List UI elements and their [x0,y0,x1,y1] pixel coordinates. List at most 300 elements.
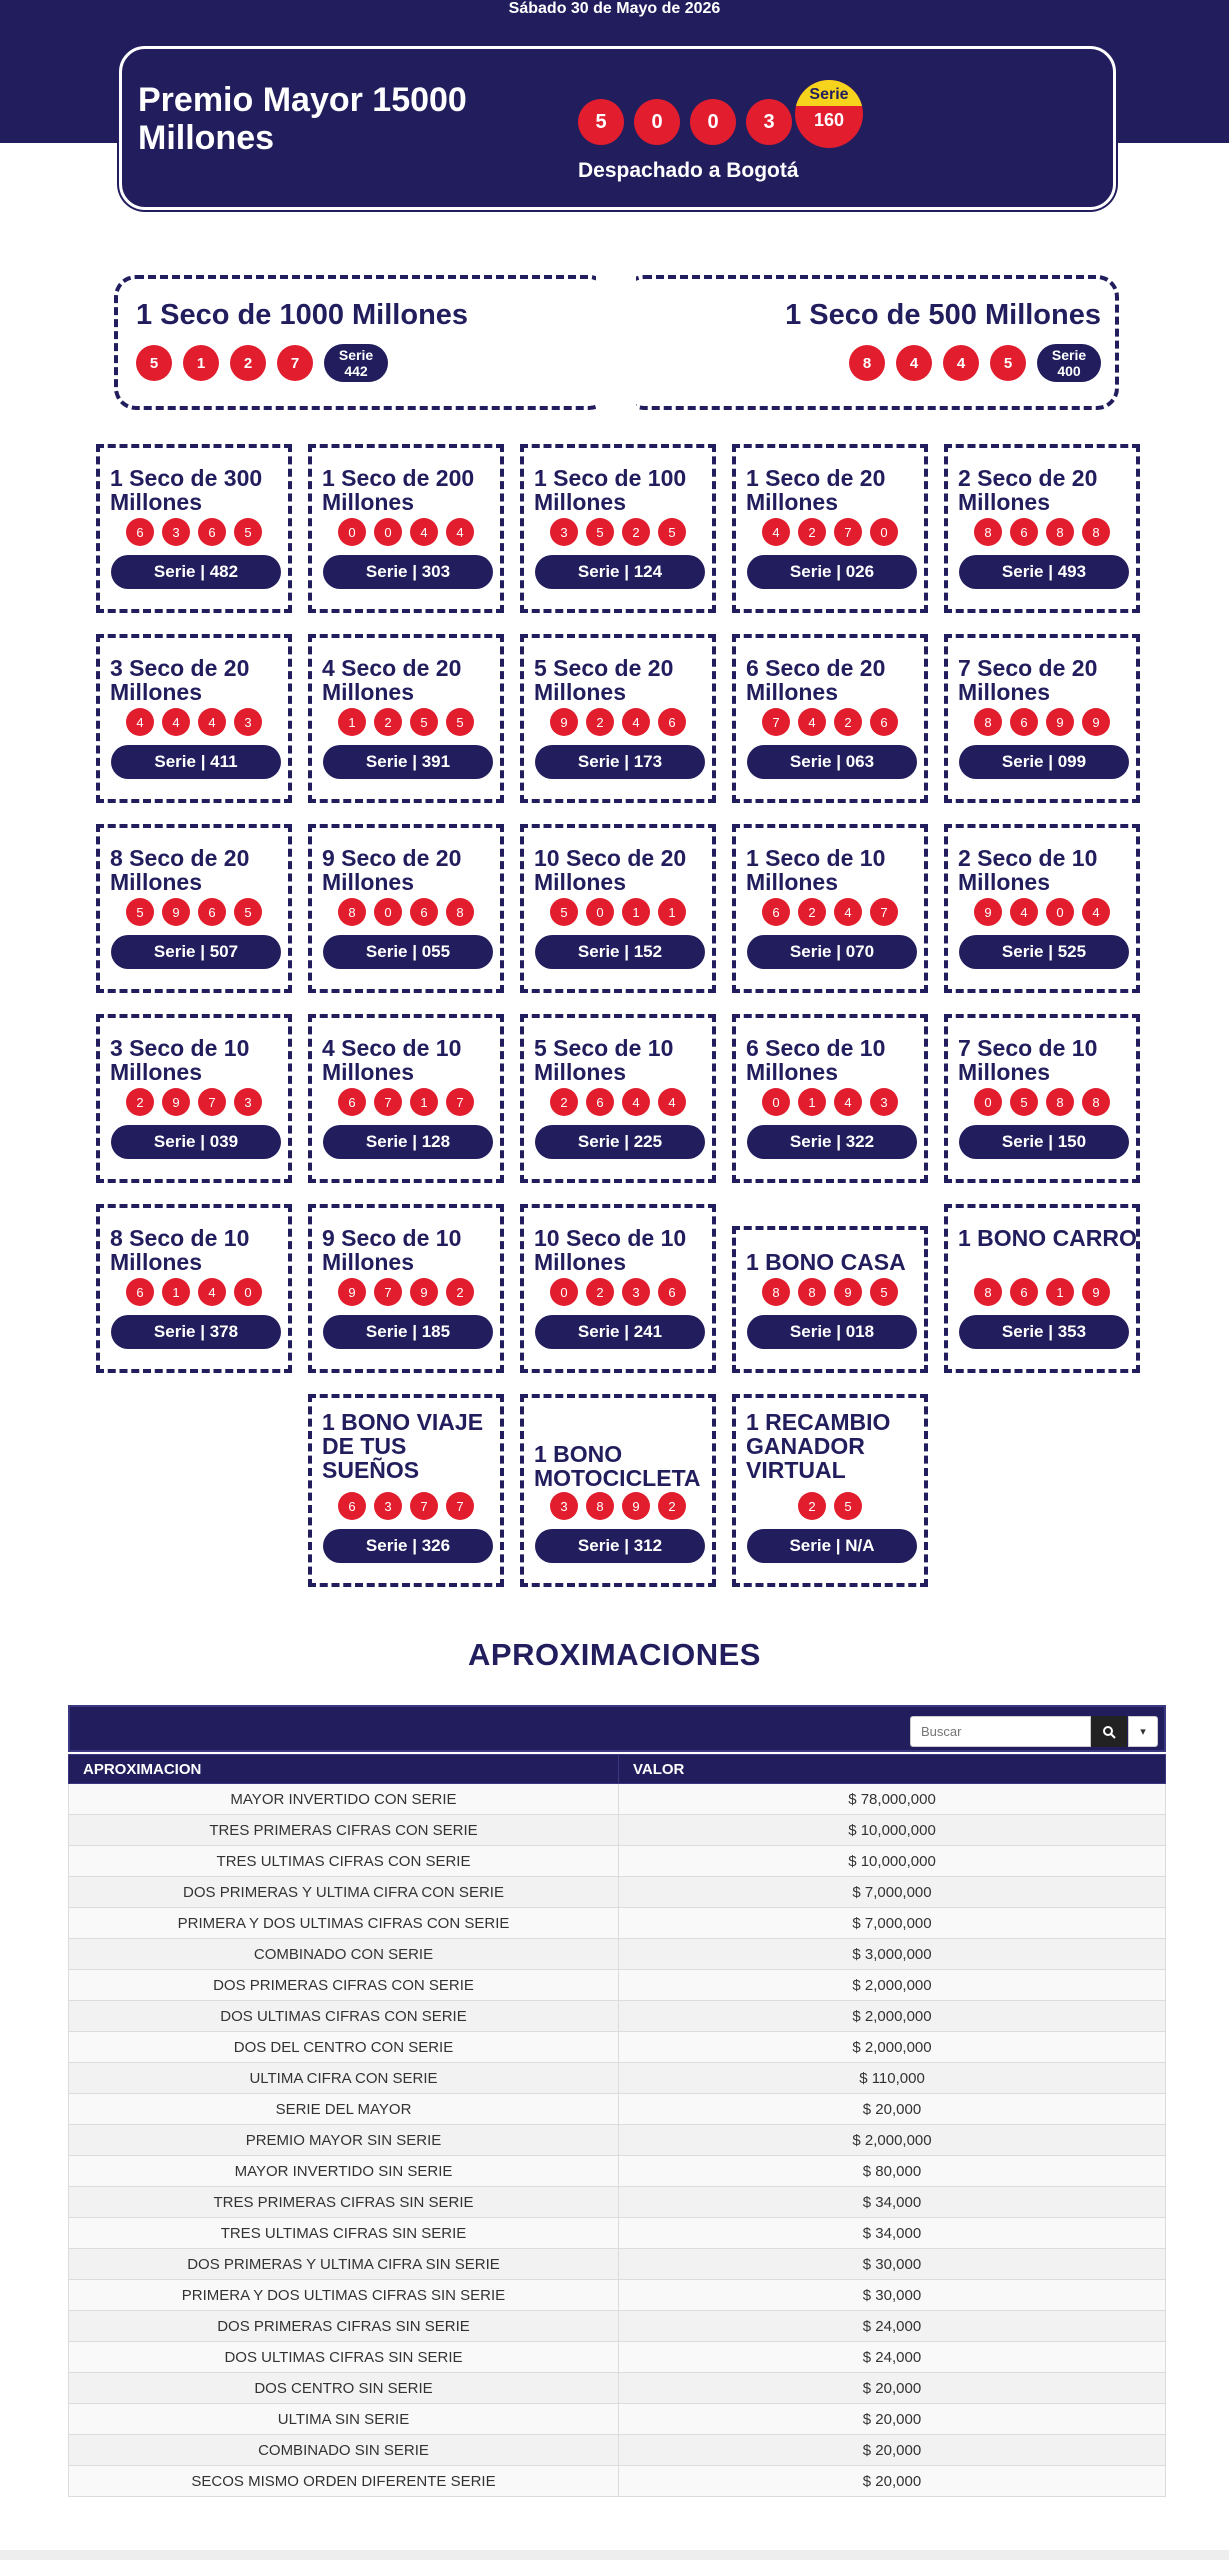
column-header-valor[interactable]: VALOR [619,1755,1166,1784]
seco-title: 1 BONO CARRO [958,1225,1137,1251]
number-ball: 9 [550,708,578,736]
number-ball: 1 [658,898,686,926]
number-ball: 4 [126,708,154,736]
number-ball: 6 [126,518,154,546]
serie-badge: Serie | N/A [747,1529,917,1563]
serie-badge: Serie | 063 [747,745,917,779]
aproximacion-cell: PRIMERA Y DOS ULTIMAS CIFRAS CON SERIE [69,1908,619,1939]
seco-title: 9 Seco de 10 Millones [322,1225,462,1275]
seco-card [944,824,1140,993]
number-ball: 2 [586,708,614,736]
number-ball: 0 [690,99,736,145]
seco-title: 2 Seco de 10 Millones [958,845,1098,895]
serie-badge: Serie | 124 [535,555,705,589]
seco-card [944,444,1140,613]
table-row [69,2032,1166,2063]
serie-badge: Serie | 055 [323,935,493,969]
serie-badge: Serie | 018 [747,1315,917,1349]
number-ball: 3 [550,518,578,546]
number-ball: 7 [374,1278,402,1306]
number-ball: 2 [126,1088,154,1116]
number-ball: 6 [762,898,790,926]
serie-badge: Serie | 411 [111,745,281,779]
valor-cell: $ 20,000 [619,2373,1166,2404]
serie-badge: Serie | 039 [111,1125,281,1159]
columns-dropdown-button[interactable] [1128,1716,1158,1747]
seco-1000-card [114,275,611,410]
number-ball: 8 [446,898,474,926]
valor-cell: $ 80,000 [619,2156,1166,2187]
table-row [69,2311,1166,2342]
seco-title: 10 Seco de 20 Millones [534,845,687,895]
seco-numbers [948,898,1136,926]
serie-badge: Serie | 326 [323,1529,493,1563]
number-ball: 8 [1046,1088,1074,1116]
number-ball: 4 [198,708,226,736]
number-ball: 5 [870,1278,898,1306]
number-ball: 7 [410,1492,438,1520]
number-ball: 5 [234,898,262,926]
valor-cell: $ 2,000,000 [619,2032,1166,2063]
seco-title: 6 Seco de 10 Millones [746,1035,886,1085]
number-ball: 6 [1010,708,1038,736]
table-row [69,2342,1166,2373]
seco-title: 1 BONO MOTOCICLETA [534,1441,701,1491]
seco-numbers [312,1492,500,1520]
table-row [69,1846,1166,1877]
search-icon [1102,1725,1116,1739]
serie-badge: Serie | 482 [111,555,281,589]
number-ball: 9 [162,898,190,926]
number-ball: 6 [198,898,226,926]
number-ball: 2 [798,1492,826,1520]
serie-number: 442 [344,363,368,379]
serie-badge: Serie | 070 [747,935,917,969]
seco-card [732,634,928,803]
table-row [69,1939,1166,1970]
number-ball: 0 [870,518,898,546]
serie-badge: Serie | 378 [111,1315,281,1349]
serie-badge: Serie | 312 [535,1529,705,1563]
number-ball: 4 [762,518,790,546]
number-ball: 6 [1010,1278,1038,1306]
seco-numbers [312,518,500,546]
number-ball: 0 [550,1278,578,1306]
valor-cell: $ 2,000,000 [619,2001,1166,2032]
dispatch-city: Despachado a Bogotá [578,159,799,182]
seco-title: 3 Seco de 10 Millones [110,1035,250,1085]
number-ball: 9 [1082,708,1110,736]
number-ball: 0 [234,1278,262,1306]
seco-title: 7 Seco de 10 Millones [958,1035,1098,1085]
serie-number: 160 [813,110,845,130]
valor-cell: $ 24,000 [619,2342,1166,2373]
number-ball: 5 [990,345,1026,381]
seco-numbers [100,898,288,926]
valor-cell: $ 34,000 [619,2187,1166,2218]
number-ball: 6 [658,708,686,736]
number-ball: 9 [410,1278,438,1306]
valor-cell: $ 10,000,000 [619,1815,1166,1846]
seco-card [944,634,1140,803]
number-ball: 6 [410,898,438,926]
number-ball: 1 [798,1088,826,1116]
valor-cell: $ 110,000 [619,2063,1166,2094]
serie-badge: Serie | 026 [747,555,917,589]
number-ball: 1 [622,898,650,926]
valor-cell: $ 24,000 [619,2311,1166,2342]
seco-title: 1 BONO CASA [746,1249,906,1275]
footer-divider [0,2550,1229,2560]
seco-500-card [622,275,1119,410]
number-ball: 4 [622,708,650,736]
table-row [69,1815,1166,1846]
seco-numbers [736,1278,924,1306]
number-ball: 0 [974,1088,1002,1116]
number-ball: 1 [410,1088,438,1116]
number-ball: 1 [338,708,366,736]
number-ball: 8 [849,345,885,381]
table-row [69,1877,1166,1908]
table-row [69,1970,1166,2001]
number-ball: 8 [338,898,366,926]
seco-card [308,824,504,993]
number-ball: 0 [762,1088,790,1116]
seco-numbers [849,344,1101,382]
number-ball: 6 [198,518,226,546]
seco-card [520,634,716,803]
number-ball: 5 [578,99,624,145]
number-ball: 3 [550,1492,578,1520]
number-ball: 0 [338,518,366,546]
seco-numbers [948,518,1136,546]
serie-badge: Serie | 099 [959,745,1129,779]
aproximacion-cell: DOS ULTIMAS CIFRAS SIN SERIE [69,2342,619,2373]
number-ball: 2 [798,898,826,926]
number-ball: 7 [277,345,313,381]
draw-date: Sábado 30 de Mayo de 2026 [508,0,721,17]
aproximacion-cell: TRES ULTIMAS CIFRAS SIN SERIE [69,2218,619,2249]
seco-card [96,1014,292,1183]
number-ball: 5 [550,898,578,926]
number-ball: 1 [1046,1278,1074,1306]
seco-title: 6 Seco de 20 Millones [746,655,886,705]
seco-numbers [312,1278,500,1306]
seco-numbers [524,898,712,926]
number-ball: 2 [798,518,826,546]
number-ball: 7 [834,518,862,546]
valor-cell: $ 20,000 [619,2466,1166,2497]
caret-down-icon: ▾ [1140,1726,1146,1738]
table-row [69,2249,1166,2280]
seco-numbers [524,1278,712,1306]
number-ball: 3 [870,1088,898,1116]
number-ball: 5 [1010,1088,1038,1116]
aproximacion-cell: COMBINADO CON SERIE [69,1939,619,1970]
serie-badge: Serie | 525 [959,935,1129,969]
number-ball: 4 [798,708,826,736]
aproximacion-cell: PREMIO MAYOR SIN SERIE [69,2125,619,2156]
serie-badge: Serie | 128 [323,1125,493,1159]
serie-label: Serie [338,347,374,363]
number-ball: 8 [974,708,1002,736]
seco-numbers [524,1492,712,1520]
table-row [69,1784,1166,1815]
valor-cell: $ 34,000 [619,2218,1166,2249]
aproximacion-cell: SECOS MISMO ORDEN DIFERENTE SERIE [69,2466,619,2497]
number-ball: 0 [374,898,402,926]
seco-title: 10 Seco de 10 Millones [534,1225,687,1275]
number-ball: 0 [586,898,614,926]
seco-numbers [100,1088,288,1116]
number-ball: 6 [338,1088,366,1116]
number-ball: 9 [974,898,1002,926]
number-ball: 2 [374,708,402,736]
seco-card [520,1394,716,1587]
aproximaciones-table [68,1754,1166,2497]
seco-card [732,1014,928,1183]
number-ball: 1 [162,1278,190,1306]
seco-card [96,1204,292,1373]
aproximacion-cell: TRES PRIMERAS CIFRAS CON SERIE [69,1815,619,1846]
aproximacion-cell: ULTIMA SIN SERIE [69,2404,619,2435]
column-header-aproximacion[interactable]: APROXIMACION [69,1755,619,1784]
search-input[interactable] [910,1716,1091,1747]
seco-card [732,824,928,993]
seco-title: 4 Seco de 10 Millones [322,1035,462,1085]
number-ball: 8 [798,1278,826,1306]
number-ball: 7 [198,1088,226,1116]
number-ball: 2 [550,1088,578,1116]
valor-cell: $ 7,000,000 [619,1908,1166,1939]
serie-badge: Serie | 150 [959,1125,1129,1159]
serie-badge: Serie | 493 [959,555,1129,589]
serie-badge [324,344,388,382]
seco-title: 5 Seco de 10 Millones [534,1035,674,1085]
number-ball: 0 [634,99,680,145]
seco-card [96,824,292,993]
seco-card [308,634,504,803]
number-ball: 6 [338,1492,366,1520]
number-ball: 7 [446,1492,474,1520]
table-row [69,2063,1166,2094]
number-ball: 4 [162,708,190,736]
table-toolbar [68,1705,1166,1752]
premio-mayor-serie-ball [795,80,863,148]
seco-numbers [312,708,500,736]
number-ball: 7 [762,708,790,736]
aproximacion-cell: MAYOR INVERTIDO CON SERIE [69,1784,619,1815]
number-ball: 2 [622,518,650,546]
number-ball: 9 [338,1278,366,1306]
table-row [69,2218,1166,2249]
table-row [69,2404,1166,2435]
table-row [69,2156,1166,2187]
number-ball: 2 [230,345,266,381]
seco-numbers [524,708,712,736]
serie-badge: Serie | 225 [535,1125,705,1159]
table-row [69,2373,1166,2404]
serie-badge: Serie | 303 [323,555,493,589]
seco-title: 9 Seco de 20 Millones [322,845,462,895]
number-ball: 5 [658,518,686,546]
table-row [69,2280,1166,2311]
number-ball: 5 [834,1492,862,1520]
aproximacion-cell: TRES PRIMERAS CIFRAS SIN SERIE [69,2187,619,2218]
number-ball: 3 [746,99,792,145]
table-row [69,2094,1166,2125]
seco-numbers [100,708,288,736]
seco-card [520,1204,716,1373]
seco-numbers [736,1492,924,1520]
seco-title: 5 Seco de 20 Millones [534,655,674,705]
serie-badge: Serie | 152 [535,935,705,969]
number-ball: 6 [658,1278,686,1306]
number-ball: 4 [834,898,862,926]
number-ball: 3 [234,1088,262,1116]
number-ball: 0 [374,518,402,546]
number-ball: 9 [834,1278,862,1306]
aproximacion-cell: MAYOR INVERTIDO SIN SERIE [69,2156,619,2187]
number-ball: 8 [586,1492,614,1520]
seco-numbers [736,1088,924,1116]
valor-cell: $ 78,000,000 [619,1784,1166,1815]
search-button[interactable] [1091,1716,1127,1747]
serie-badge [1037,344,1101,382]
serie-label: Serie [1051,347,1087,363]
seco-title: 1 BONO VIAJE DE TUS SUEÑOS [322,1409,484,1483]
seco-card [944,1014,1140,1183]
valor-cell: $ 20,000 [619,2404,1166,2435]
valor-cell: $ 2,000,000 [619,1970,1166,2001]
seco-title: 1 Seco de 300 Millones [110,465,263,515]
table-row [69,2466,1166,2497]
seco-title: 8 Seco de 20 Millones [110,845,250,895]
serie-badge: Serie | 391 [323,745,493,779]
table-row [69,2187,1166,2218]
seco-title: 1 Seco de 500 Millones [785,299,1101,331]
seco-card [944,1204,1140,1373]
seco-title: 8 Seco de 10 Millones [110,1225,250,1275]
number-ball: 4 [410,518,438,546]
seco-title: 4 Seco de 20 Millones [322,655,462,705]
number-ball: 8 [762,1278,790,1306]
number-ball: 4 [896,345,932,381]
seco-card [732,1226,928,1373]
valor-cell: $ 20,000 [619,2094,1166,2125]
serie-badge: Serie | 173 [535,745,705,779]
number-ball: 8 [974,1278,1002,1306]
seco-card [732,444,928,613]
serie-badge: Serie | 241 [535,1315,705,1349]
aproximacion-cell: DOS PRIMERAS CIFRAS SIN SERIE [69,2311,619,2342]
table-row [69,2435,1166,2466]
number-ball: 5 [446,708,474,736]
valor-cell: $ 10,000,000 [619,1846,1166,1877]
seco-card [96,444,292,613]
number-ball: 9 [1082,1278,1110,1306]
serie-badge: Serie | 185 [323,1315,493,1349]
aproximaciones-title: APROXIMACIONES [468,1637,761,1672]
valor-cell: $ 30,000 [619,2280,1166,2311]
seco-title: 1 RECAMBIO GANADOR VIRTUAL [746,1409,891,1483]
number-ball: 5 [126,898,154,926]
seco-title: 1 Seco de 20 Millones [746,465,886,515]
number-ball: 8 [974,518,1002,546]
number-ball: 8 [1082,518,1110,546]
aproximacion-cell: ULTIMA CIFRA CON SERIE [69,2063,619,2094]
aproximacion-cell: DOS PRIMERAS Y ULTIMA CIFRA CON SERIE [69,1877,619,1908]
number-ball: 4 [834,1088,862,1116]
card-divider-gap [596,268,636,418]
seco-numbers [524,518,712,546]
number-ball: 1 [183,345,219,381]
number-ball: 6 [1010,518,1038,546]
number-ball: 3 [622,1278,650,1306]
seco-numbers [948,1088,1136,1116]
number-ball: 3 [162,518,190,546]
seco-title: 3 Seco de 20 Millones [110,655,250,705]
valor-cell: $ 30,000 [619,2249,1166,2280]
number-ball: 8 [1046,518,1074,546]
seco-title: 1 Seco de 10 Millones [746,845,886,895]
valor-cell: $ 7,000,000 [619,1877,1166,1908]
serie-badge: Serie | 322 [747,1125,917,1159]
table-row [69,1908,1166,1939]
seco-title: 7 Seco de 20 Millones [958,655,1098,705]
aproximacion-cell: DOS PRIMERAS CIFRAS CON SERIE [69,1970,619,2001]
number-ball: 7 [446,1088,474,1116]
number-ball: 4 [1082,898,1110,926]
number-ball: 4 [943,345,979,381]
aproximacion-cell: TRES ULTIMAS CIFRAS CON SERIE [69,1846,619,1877]
seco-card [520,1014,716,1183]
valor-cell: $ 20,000 [619,2435,1166,2466]
seco-title: 1 Seco de 100 Millones [534,465,687,515]
seco-card [308,1014,504,1183]
number-ball: 4 [622,1088,650,1116]
table-header-row [69,1755,1166,1784]
premio-mayor-title: Premio Mayor 15000 Millones [138,81,467,157]
number-ball: 6 [870,708,898,736]
premio-mayor-card [119,46,1116,210]
seco-card [96,634,292,803]
seco-card [308,444,504,613]
number-ball: 2 [586,1278,614,1306]
serie-label: Serie [795,80,863,106]
number-ball: 2 [446,1278,474,1306]
number-ball: 4 [1010,898,1038,926]
table-row [69,2125,1166,2156]
number-ball: 9 [162,1088,190,1116]
seco-title: 1 Seco de 200 Millones [322,465,475,515]
seco-numbers [524,1088,712,1116]
number-ball: 4 [658,1088,686,1116]
number-ball: 8 [1082,1088,1110,1116]
seco-numbers [312,898,500,926]
seco-card [520,444,716,613]
seco-numbers [948,1278,1136,1306]
number-ball: 6 [126,1278,154,1306]
seco-title: 1 Seco de 1000 Millones [136,299,469,331]
seco-numbers [948,708,1136,736]
seco-numbers [100,518,288,546]
aproximacion-cell: SERIE DEL MAYOR [69,2094,619,2125]
seco-numbers [736,898,924,926]
seco-card [732,1394,928,1587]
seco-numbers [736,518,924,546]
number-ball: 7 [374,1088,402,1116]
